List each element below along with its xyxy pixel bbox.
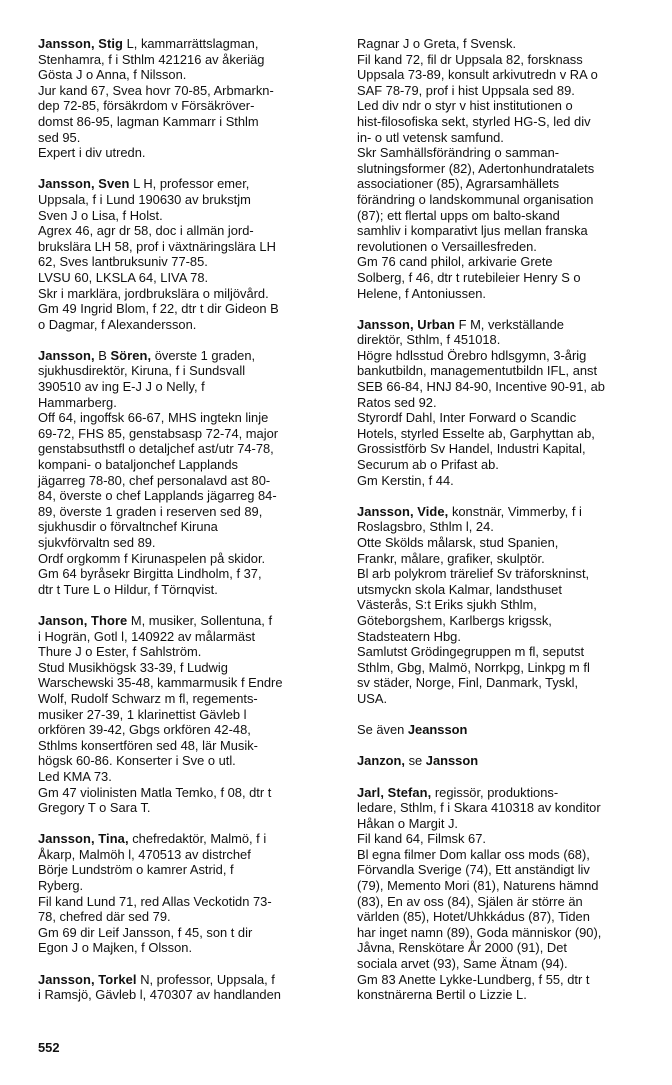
cross-reference xyxy=(357,753,657,769)
entry-text-line: Egon J o Majken, f Olsson. xyxy=(38,940,193,956)
entry-text-line: genstabsuthstfl o detaljchef ast/utr 74-78, xyxy=(38,441,274,457)
entry-text-line: Göteborgshem, Karlbergs krigssk, xyxy=(357,612,552,628)
entry-text-line: Bl arb polykrom trärelief Sv träforskninst, xyxy=(357,566,590,582)
entry-text-line: ledare, Sthlm, f i Skara 410318 av konditor xyxy=(357,800,601,816)
right-column xyxy=(357,36,657,1018)
entry-text-line: Ordf orgkomm f Kirunaspelen på skidor. xyxy=(38,550,266,566)
entry-heading xyxy=(38,613,338,629)
entry-text-line: utsmyckn skola Kalmar, landsthuset xyxy=(357,581,562,597)
entry-text-line: sociala arvet (93), Same Ätnam (94). xyxy=(357,956,568,972)
entry-text-line: Fil kand 64, Filmsk 67. xyxy=(357,831,486,847)
entry-surname: Jarl, xyxy=(357,784,385,800)
ref-target: Jeansson xyxy=(407,722,468,738)
entry-text-line: slutningsformer (82), Adertonhundratalets xyxy=(357,160,595,176)
entry-text-line: associationer (85), Agrarsamhällets xyxy=(357,176,560,192)
entry-text-line: 78, chefred där sed 79. xyxy=(38,909,171,925)
entry-text-line: sv städer, Norge, Finl, Danmark, Tyskl, xyxy=(357,675,579,691)
entry-text-line: USA. xyxy=(357,690,388,706)
entry-text-line: orkfören 39-42, Gbgs orkfören 42-48, xyxy=(38,722,251,738)
entry-text-line: sjukhusdirektör, Kiruna, f i Sundsvall xyxy=(38,363,246,379)
entry-text-line: SAF 78-79, prof i hist Uppsala sed 89. xyxy=(357,82,575,98)
entry-text-line: jägarreg 78-80, chef personalavd ast 80- xyxy=(38,472,271,488)
entry-text-line: högsk 60-86. Konserter i Sve o utl. xyxy=(38,753,236,769)
ref-text: Se även xyxy=(357,722,408,738)
entry-text-line: Gm Kerstin, f 44. xyxy=(357,472,454,488)
entry-text-line: Fil kand 72, fil dr Uppsala 82, forsknass xyxy=(357,51,583,67)
entry-text-line: dep 72-85, försäkrdom v Försäkröver- xyxy=(38,98,255,114)
entry-title: M, musiker, Sollentuna, f xyxy=(127,612,273,628)
entry-text-line: 84, överste o chef Lapplands jägarreg 84- xyxy=(38,488,277,504)
biography-entry xyxy=(357,504,657,707)
entry-text-line: revolutionen o Versaillesfreden. xyxy=(357,238,537,254)
entry-text-line: dtr t Ture L o Hildur, f Törnqvist. xyxy=(38,581,218,597)
entry-text-line: Styrordf Dahl, Inter Forward o Scandic xyxy=(357,410,577,426)
ref-target: Jansson xyxy=(425,753,479,769)
entry-text-line: Roslagsbro, Sthlm l, 24. xyxy=(357,519,494,535)
entry-text-line: kompani- o bataljonchef Lapplands xyxy=(38,457,238,473)
biography-entry xyxy=(38,348,338,598)
left-column xyxy=(38,36,338,1018)
entry-title: konstnär, Vimmerby, f i xyxy=(448,503,582,519)
entry-text-line: i Ramsjö, Gävleb l, 470307 av handlanden xyxy=(38,987,281,1003)
entry-given-name: Sören, xyxy=(110,347,152,363)
biography-entry xyxy=(38,176,338,332)
entry-text-line: förändring o landskommunal organisation xyxy=(357,191,594,207)
entry-text-line: sjukvförvaltn sed 89. xyxy=(38,535,156,550)
entry-text-line: Otte Skölds målarsk, stud Spanien, xyxy=(357,535,559,550)
entry-text-line: LVSU 60, LKSLA 64, LIVA 78. xyxy=(38,269,209,285)
entry-text-line: bankutbildn, managementutbildn IFL, anst xyxy=(357,363,598,379)
entry-text-line: Ragnar J o Greta, f Svensk. xyxy=(357,36,517,51)
entry-text-line: 69-72, FHS 85, genstabsasp 72-74, major xyxy=(38,425,279,441)
entry-text-line: Uppsala 73-89, konsult arkivutredn v RA o xyxy=(357,67,598,83)
entry-given-name: Sven xyxy=(98,176,130,192)
entry-text-line: Jåvna, Renskötare År 2000 (91), Det xyxy=(357,940,567,956)
biography-entry xyxy=(357,317,657,489)
entry-surname: Jansson, xyxy=(38,347,95,363)
entry-text-line: domst 86-95, lagman Kammarr i Sthlm xyxy=(38,113,259,129)
entry-given-name: Torkel xyxy=(98,971,137,987)
entry-text-line: Agrex 46, agr dr 58, doc i allmän jord- xyxy=(38,223,254,239)
entry-text-line: Solberg, f 46, dtr t rutebileier Henry S o xyxy=(357,269,581,285)
entry-text-line: Warschewski 35-48, kammarmusik f Endre xyxy=(38,675,283,691)
entry-heading xyxy=(38,36,338,52)
entry-text-line: Skr i marklära, jordbrukslära o miljövård. xyxy=(38,285,269,301)
entry-surname: Jansson, xyxy=(38,176,95,192)
entry-text-line: Jur kand 67, Svea hovr 70-85, Arbmarkn- xyxy=(38,82,274,98)
biography-entry xyxy=(357,785,657,1003)
entry-text-line: Gösta J o Anna, f Nilsson. xyxy=(38,67,187,83)
entry-surname: Jansson, xyxy=(38,831,95,847)
entry-text-line: Börje Lundström o kamrer Astrid, f xyxy=(38,862,234,878)
entry-text-line: Hotels, styrled Esselte ab, Garphyttan ab, xyxy=(357,425,595,441)
entry-text-line: Förvandla Sverige (74), Ett anständigt liv xyxy=(357,862,590,878)
entry-text-line: Högre hdlsstud Örebro hdlsgymn, 3-årig xyxy=(357,347,587,363)
entry-surname: Jansson, xyxy=(357,503,414,519)
entry-given-initials: B xyxy=(94,347,111,363)
entry-given-name: Stefan, xyxy=(387,784,432,800)
cross-reference xyxy=(357,722,657,738)
entry-text-line: Sthlm, Gbg, Malmö, Norrkpg, Linkpg m fl xyxy=(357,659,590,675)
entry-text-line: sjukhusdir o förvaltnchef Kiruna xyxy=(38,519,218,535)
ref-text: se xyxy=(405,753,426,769)
biography-entry xyxy=(38,36,338,161)
entry-surname: Jansson, xyxy=(38,971,95,987)
entry-given-name: Urban xyxy=(417,316,456,332)
entry-text-line: SEB 66-84, HNJ 84-90, Incentive 90-91, ab xyxy=(357,379,605,395)
entry-surname: Janson, xyxy=(38,612,88,628)
entry-heading xyxy=(38,176,338,192)
entry-text-line: Ryberg. xyxy=(38,878,84,894)
entry-text-line: Securum ab o Prifast ab. xyxy=(357,457,499,473)
entry-text-line: Stadsteatern Hbg. xyxy=(357,628,461,644)
entry-text-line: Gm 76 cand philol, arkivarie Grete xyxy=(357,254,553,270)
entry-heading xyxy=(357,317,657,333)
entry-text-line: Led div ndr o styr v hist institutionen o xyxy=(357,98,573,114)
biography-entry xyxy=(357,36,657,301)
entry-text-line: världen (85), Hotet/Uhkkádus (87), Tiden xyxy=(357,909,590,925)
entry-text-line: Stenhamra, f i Sthlm 421216 av åkeriäg xyxy=(38,51,265,67)
entry-heading xyxy=(38,972,338,988)
entry-text-line: Gregory T o Sara T. xyxy=(38,800,151,816)
entry-text-line: konstnärerna Bertil o Lizzie L. xyxy=(357,987,527,1003)
entry-text-line: Håkan o Margit J. xyxy=(357,815,459,831)
entry-text-line: Gm 83 Anette Lykke-Lundberg, f 55, dtr t xyxy=(357,971,590,987)
entry-heading xyxy=(357,785,657,801)
entry-text-line: musiker 27-39, 1 klarinettist Gävleb l xyxy=(38,706,247,722)
entry-text-line: Expert i div utredn. xyxy=(38,145,146,161)
entry-surname: Jansson, xyxy=(38,36,95,51)
entry-text-line: Hammarberg. xyxy=(38,394,117,410)
biography-entry xyxy=(38,831,338,956)
entry-title: F M, verkställande xyxy=(455,316,564,332)
entry-text-line: Led KMA 73. xyxy=(38,768,112,784)
entry-text-line: direktör, Sthlm, f 451018. xyxy=(357,332,501,348)
entry-text-line: Uppsala, f i Lund 190630 av brukstjm xyxy=(38,191,251,207)
entry-text-line: Ratos sed 92. xyxy=(357,394,437,410)
entry-surname: Jansson, xyxy=(357,316,414,332)
entry-text-line: Wolf, Rudolf Schwarz m fl, regements- xyxy=(38,690,258,706)
entry-given-name: Vide, xyxy=(417,503,449,519)
entry-heading xyxy=(38,831,338,847)
entry-text-line: 89, överste 1 graden i reserven sed 89, xyxy=(38,503,263,519)
entry-text-line: Gm 49 Ingrid Blom, f 22, dtr t dir Gideon B xyxy=(38,301,279,317)
entry-text-line: Gm 69 dir Leif Jansson, f 45, son t dir xyxy=(38,924,253,940)
entry-title: chefredaktör, Malmö, f i xyxy=(128,831,267,847)
entry-given-name: Thore xyxy=(91,612,128,628)
biography-entry xyxy=(38,613,338,816)
entry-title: L H, professor emer, xyxy=(129,176,250,192)
entry-given-name: Stig xyxy=(98,36,124,51)
entry-text-line: Fil kand Lund 71, red Allas Veckotidn 73- xyxy=(38,893,272,909)
entry-text-line: Helene, f Antoniussen. xyxy=(357,285,486,301)
entry-text-line: har inget namn (89), Goda människor (90), xyxy=(357,924,602,940)
entry-text-line: 390510 av ing E-J J o Nelly, f xyxy=(38,379,205,395)
entry-text-line: Gm 64 byråsekr Birgitta Lindholm, f 37, xyxy=(38,566,262,582)
entry-text-line: i Hogrän, Gotl l, 140922 av målarmäst xyxy=(38,628,256,644)
ref-name: Janzon, xyxy=(357,753,405,769)
entry-heading xyxy=(38,348,338,364)
entry-text-line: Åkarp, Malmöh l, 470513 av distrchef xyxy=(38,846,251,862)
entry-text-line: Västerås, S:t Eriks sjukh Sthlm, xyxy=(357,597,537,613)
entry-heading xyxy=(357,504,657,520)
entry-text-line: samhliv i komparativt ljus mellan franska xyxy=(357,223,588,239)
entry-text-line: in- o utl vetensk samfund. xyxy=(357,129,504,145)
entry-text-line: (87); ett flertal upps om balto-skand xyxy=(357,207,560,223)
biography-entry xyxy=(38,972,338,1003)
entry-text-line: hist-filosofiska sekt, styrled HG-S, led div xyxy=(357,113,591,129)
entry-text-line: Frankr, målare, grafiker, skulptör. xyxy=(357,550,545,566)
entry-text-line: Grossistförb Sv Handel, Industri Kapital, xyxy=(357,441,586,457)
entry-text-line: Samlutst Grödingegruppen m fl, seputst xyxy=(357,644,585,660)
page-number: 552 xyxy=(38,1040,60,1055)
entry-text-line: Off 64, ingoffsk 66-67, MHS ingtekn linje xyxy=(38,410,269,426)
entry-text-line: Skr Samhällsförändring o samman- xyxy=(357,145,560,161)
entry-given-name: Tina, xyxy=(98,831,129,847)
entry-text-line: Sven J o Lisa, f Holst. xyxy=(38,207,163,223)
entry-title: L, kammarrättslagman, xyxy=(123,36,259,51)
entry-title: regissör, produktions- xyxy=(431,784,559,800)
entry-text-line: 62, Sves lantbruksuniv 77-85. xyxy=(38,254,208,270)
entry-text-line: brukslära LH 58, prof i växtnäringslära LH xyxy=(38,238,276,254)
entry-text-line: Sthlms konsertfören sed 48, lär Musik- xyxy=(38,737,258,753)
entry-text-line: Thure J o Ester, f Sahlström. xyxy=(38,644,202,660)
entry-text-line: o Dagmar, f Alexandersson. xyxy=(38,316,197,332)
entry-text-line: Gm 47 violinisten Matla Temko, f 08, dtr t xyxy=(38,784,272,800)
entry-text-line: (83), En av oss (84), Själen är större än xyxy=(357,893,583,909)
entry-title: N, professor, Uppsala, f xyxy=(136,971,275,987)
entry-text-line: Bl egna filmer Dom kallar oss mods (68), xyxy=(357,846,590,862)
entry-text-line: sed 95. xyxy=(38,129,81,145)
entry-title: överste 1 graden, xyxy=(151,347,256,363)
entry-text-line: Stud Musikhögsk 33-39, f Ludwig xyxy=(38,659,228,675)
entry-text-line: (79), Memento Mori (81), Naturens hämnd xyxy=(357,878,599,894)
